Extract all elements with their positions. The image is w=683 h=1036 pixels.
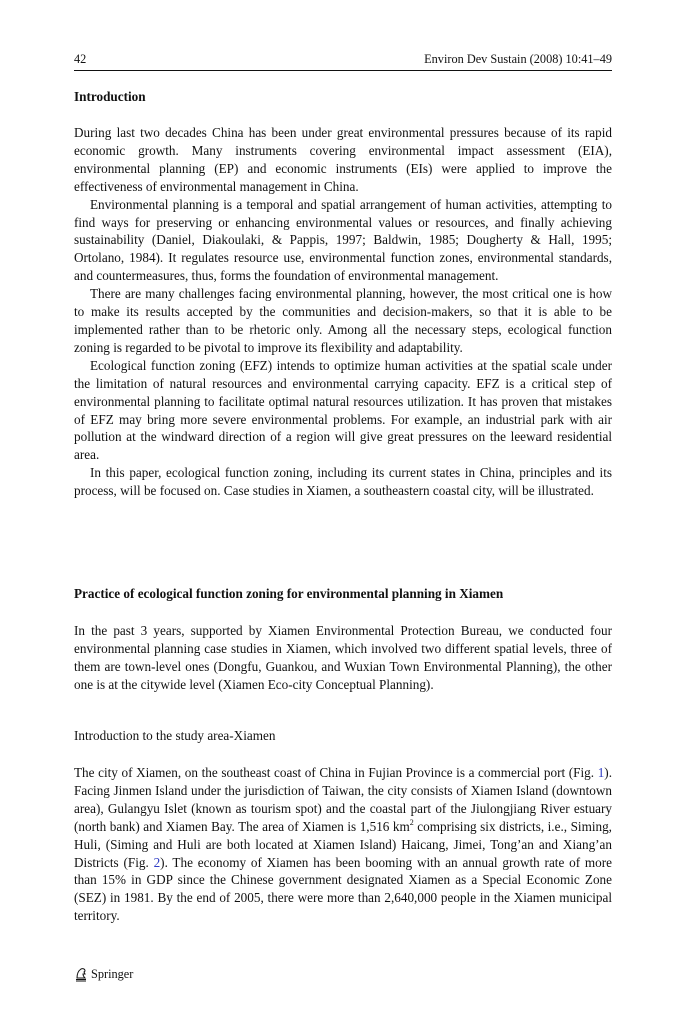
text-run: comprising six districts, i.e., Siming, Huli, (Siming and Huli are both located at Xiamen Island) Haicang, Jimei, Tong’an and Xiang’an Districts (Fig.: [74, 818, 612, 870]
header-rule: [74, 70, 612, 71]
paragraph: [74, 764, 612, 925]
figure-1-link[interactable]: 1: [597, 765, 605, 780]
paragraph: During last two decades China has been under great environmental pressures because of its rapid economic growth. Many instruments covering environmental impact assessment (EIA), environmental planning (EP) and economic instruments (EIs) were applied to improve the effectiveness of environmental management in China.: [74, 125, 612, 194]
journal-citation: Environ Dev Sustain (2008) 10:41–49: [424, 52, 612, 66]
section-heading-introduction: Introduction: [74, 89, 146, 104]
section-heading-practice: Practice of ecological function zoning for environmental planning in Xiamen: [74, 586, 504, 601]
footer: [74, 966, 133, 982]
paragraph: In this paper, ecological function zoning, including its current states in China, principles and its process, will be focused on. Case studies in Xiamen, a southeastern coastal city, will be illustrated.: [74, 465, 612, 499]
publisher-name: Springer: [91, 967, 134, 981]
subsection-heading-study-area: Introduction to the study area-Xiamen: [74, 728, 276, 743]
paragraph: Ecological function zoning (EFZ) intends to optimize human activities at the spatial scale under the limitation of natural resources and environmental carrying capacity. EFZ is a critical step of environmental planning to facilitate optimal natural resources utilization. It has proven that mistakes of EFZ may bring more severe environmental problems. For example, an industrial park with air pollution at the windward direction of a region will give great pressures on the leeward residential area.: [74, 357, 612, 463]
paragraph: There are many challenges facing environmental planning, however, the most critical one is how to make its results accepted by the communities and decision-makers, so that it is able to be implemented rather than to be rhetoric only. Among all the necessary steps, ecological function zoning is regarded to be pivotal to improve its flexibility and adaptability.: [74, 286, 612, 355]
figure-2-link[interactable]: 2: [153, 854, 161, 870]
superscript: 2: [409, 817, 414, 827]
text-run: The city of Xiamen, on the southeast coast of China in Fujian Province is a commercial port (Fig.: [74, 765, 598, 780]
page-number: 42: [74, 52, 87, 66]
practice-body: [74, 622, 612, 694]
study-area-body: [74, 764, 612, 925]
text-run: ). The economy of Xiamen has been booming with an annual growth rate of more than 15% in GDP since the Chinese government designated Xiamen as a Special Economic Zone (SEZ) in 1981. By the end of 2005, there were more than 2,640,000 people in the Xiamen municipal territory.: [74, 854, 613, 924]
introduction-body: [74, 124, 612, 500]
paragraph: In the past 3 years, supported by Xiamen Environmental Protection Bureau, we conducted four environmental planning case studies in Xiamen, which involved two different spatial levels, three of them are town-level ones (Dongfu, Guankou, and Wuxian Town Environmental Planning), the other one is at the citywide level (Xiamen Eco-city Conceptual Planning).: [74, 623, 612, 692]
text-run: ). Facing Jinmen Island under the jurisdiction of Taiwan, the city consists of Xiamen Island (downtown area), Gulangyu Islet (known as tourism spot) and the coastal part of the Jiulongjiang River estuary (north bank) and Xiamen Bay. The area of Xiamen is 1,516 km: [74, 765, 612, 834]
paragraph: Environmental planning is a temporal and spatial arrangement of human activities, attempting to find ways for preserving or enhancing environmental values or resources, and finally achieving sustainability (Daniel, Diakoulaki, & Pappis, 1997; Baldwin, 1985; Dougherty & Hall, 1995; Ortolano, 1984). It regulates resource use, environmental function zones, environmental standards, and countermeasures, thus, forms the foundation of environmental management.: [74, 196, 612, 284]
springer-knight-icon: [74, 966, 88, 982]
